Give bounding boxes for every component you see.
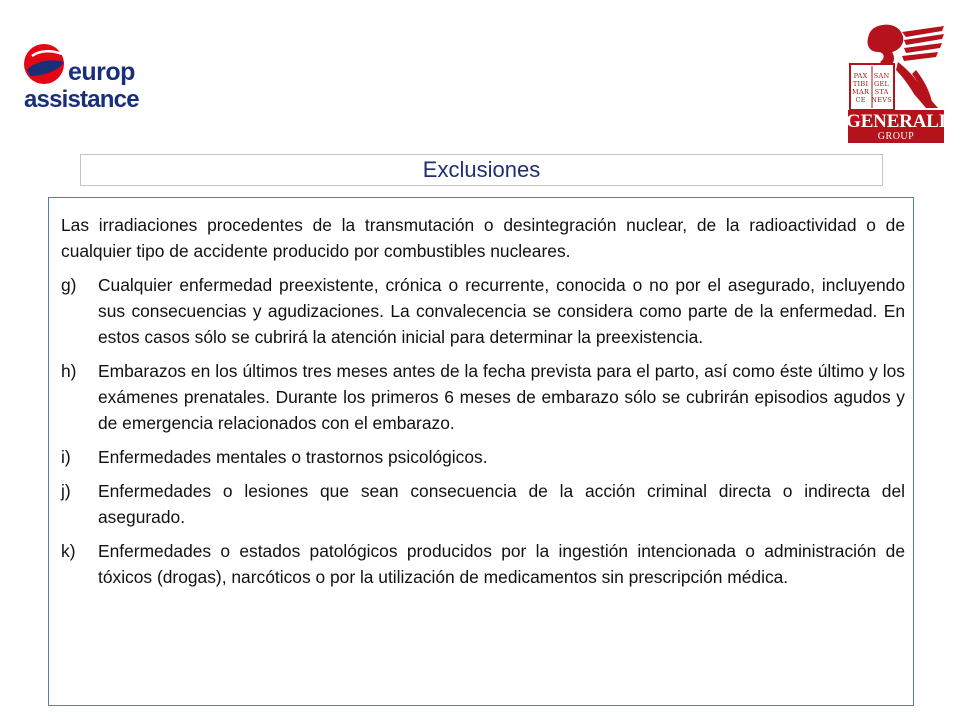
list-item-i: [61, 444, 905, 470]
list-item-h: [61, 358, 905, 436]
list-item-g: [61, 272, 905, 350]
list-marker: h): [61, 361, 77, 381]
list-item-text: Enfermedades o estados patológicos producidos por la ingestión intencionada o administración de tóxicos (drogas), narcóticos o por la utilización de medicamentos sin prescripción médica.: [98, 541, 905, 587]
list-marker: i): [61, 447, 71, 467]
list-item-text: Enfermedades mentales o trastornos psicológicos.: [98, 447, 488, 467]
list-item-j: [61, 478, 905, 530]
generali-group-logo: [846, 22, 946, 144]
list-marker: g): [61, 275, 77, 295]
list-item-k: [61, 538, 905, 590]
europ-wordmark: europ: [68, 58, 135, 86]
list-item-text: Cualquier enfermedad preexistente, crónica o recurrente, conocida o no por el asegurado, incluyendo sus consecuencias y agudizaciones. La convalecencia se considera como parte de la enfermedad. En estos casos sólo se cubrirá la atención inicial para determinar la preexistencia.: [98, 275, 905, 347]
generali-name: GENERALI: [846, 110, 946, 132]
generali-group-label: GROUP: [877, 130, 915, 142]
list-item-text: Enfermedades o lesiones que sean consecuencia de la acción criminal directa o indirecta del asegurado.: [98, 481, 905, 527]
page-title: Exclusiones: [422, 157, 541, 182]
assistance-wordmark: assistance: [24, 86, 139, 113]
list-marker: j): [61, 481, 71, 501]
europ-assistance-logo: [22, 40, 152, 120]
list-item-text: Embarazos en los últimos tres meses antes de la fecha prevista para el parto, así como éste último y los exámenes prenatales. Durante los primeros 6 meses de embarazo sólo se cubrirán episodios agudos y de emergencia relacionados con el embarazo.: [98, 361, 905, 433]
title-box: [80, 154, 883, 186]
europ-globe-icon: [22, 40, 72, 90]
generali-book-text: PAX TIBI MAR CE SAN GEL STA NEVS: [852, 72, 892, 104]
generali-name-box: [848, 110, 944, 143]
exclusions-panel: [48, 197, 914, 706]
list-marker: k): [61, 541, 76, 561]
intro-paragraph: Las irradiaciones procedentes de la transmutación o desintegración nuclear, de la radioactividad o de cualquier tipo de accidente producido por combustibles nucleares.: [61, 215, 905, 261]
